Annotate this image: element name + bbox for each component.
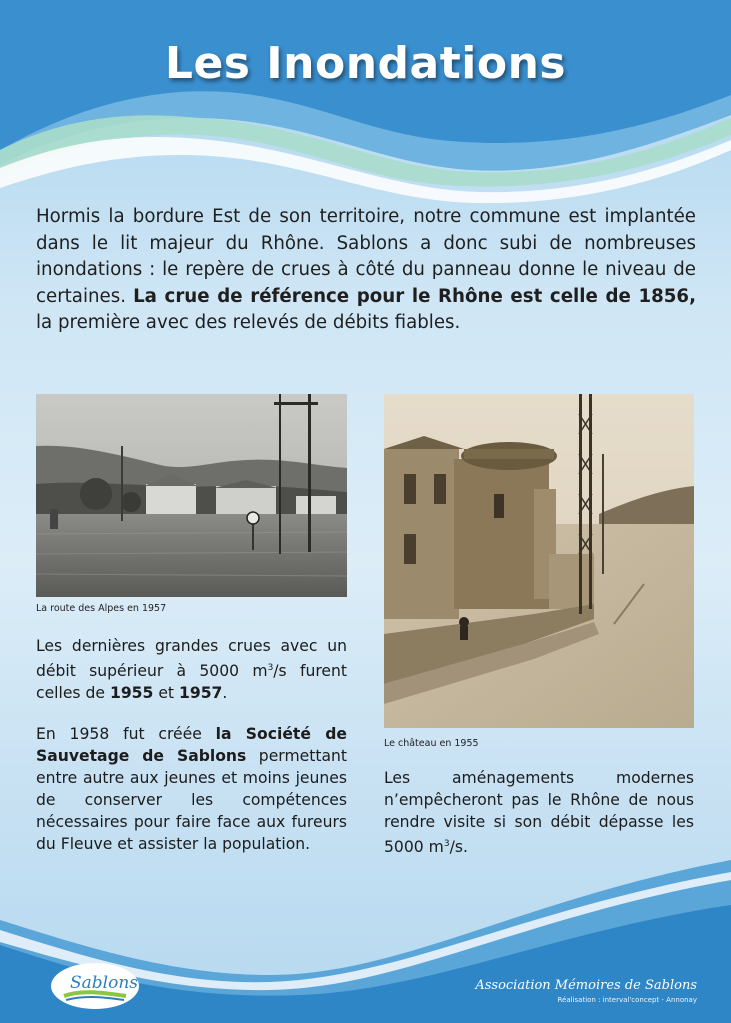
photo-caption-1: La route des Alpes en 1957 xyxy=(36,603,167,614)
intro-text-end: la première avec des relevés de débits fiables. xyxy=(36,312,461,333)
association-name: Association Mémoires de Sablons xyxy=(475,978,697,993)
text-span: permettant entre autre aux jeunes et moins jeunes de conserver les compétences nécessaires pour faire face aux fureurs du Fleuve et assister la population. xyxy=(36,747,348,853)
page-title: Les Inondations xyxy=(164,38,567,89)
intro-paragraph xyxy=(36,204,696,337)
intro-text: Hormis la bordure Est de son territoire, notre commune est implantée dans le lit majeur du Rhône. Sablons a donc subi de nombreuses inondations : le repère de crues à côté du panneau donne le niveau de certaines. xyxy=(36,206,696,307)
intro-bold-text: La crue de référence pour le Rhône est celle de 1856, xyxy=(133,285,696,307)
text-span: . xyxy=(222,684,228,703)
text-span: Les aménagements modernes n’empêcheront pas le Rhône de nous rendre visite si son débit dépasse les 5000 m xyxy=(384,769,694,857)
text-span: /s. xyxy=(449,838,468,857)
text-span: En 1958 fut créée xyxy=(36,725,216,743)
text-span: Les dernières grandes crues avec un débit supérieur à 5000 m xyxy=(36,637,347,681)
text-span: et xyxy=(153,684,179,703)
year-1957: 1957 xyxy=(179,684,223,703)
logo-text: Sablons xyxy=(70,973,139,993)
year-1955: 1955 xyxy=(109,684,154,703)
superscript: 3 xyxy=(443,839,450,849)
photo-caption-2: Le château en 1955 xyxy=(384,738,479,749)
text-span: /s furent celles de xyxy=(36,662,347,703)
right-paragraph xyxy=(384,767,694,858)
sablons-logo xyxy=(50,962,140,1010)
left-paragraph-2 xyxy=(36,723,347,855)
photo-route-des-alpes xyxy=(36,394,347,597)
credit-line: Réalisation : interval'concept - Annonay xyxy=(557,996,697,1004)
photo-le-chateau xyxy=(384,394,694,728)
society-name: la Société de Sauvetage de Sablons xyxy=(36,725,347,765)
left-paragraph-1 xyxy=(36,635,347,704)
superscript: 3 xyxy=(267,663,274,673)
